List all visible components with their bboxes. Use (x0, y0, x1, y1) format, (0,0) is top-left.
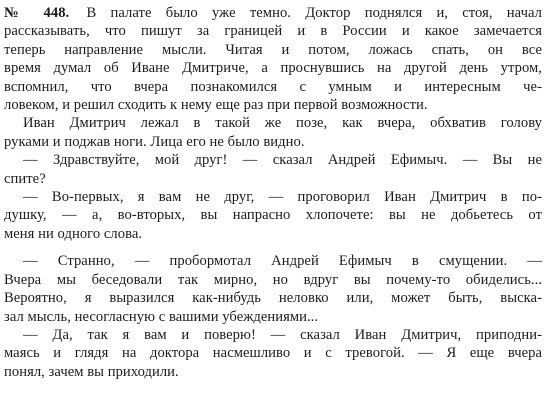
text-line: Иван Дмитрич лежал в такой же позе, как вчера, обхватив голову (23, 115, 542, 132)
text-line-content: В палате было уже темно. Доктор поднялся и, стоя, начал (86, 5, 542, 21)
text-line: — Здравствуйте, мой друг! — сказал Андрей Ефимыч. — Вы не (23, 152, 542, 169)
paragraph-5 (4, 252, 542, 326)
text-line: вспомнил, что вчера познакомился с умным и интересным че- (4, 78, 542, 95)
text-line: зал мысль, несогласную с вашими убеждениями... (4, 308, 319, 325)
text-line: — Во-первых, я вам не друг, — проговорил Иван Дмитрич в по- (23, 189, 542, 206)
paragraph-2 (4, 114, 542, 151)
text-line: рассказывать, что пишут за границей и в России и какое замечается (4, 23, 542, 40)
text-line: Вероятно, я выразился как-нибудь неловко или, может быть, выска- (4, 290, 542, 307)
text-line: маясь и глядя на доктора насмешливо и с тревогой. — Я еще вчера (4, 345, 542, 362)
paragraph-3 (4, 151, 542, 188)
text-line: понял, зачем вы приходили. (4, 363, 179, 380)
paragraph-1 (4, 4, 542, 114)
text-line: время думал об Иване Дмитриче, а проснувшись на другой день утром, (4, 60, 542, 77)
text-line: руками и поджав ноги. Лица его не было видно. (4, 133, 305, 150)
text-line: душку, — а, во-вторых, вы напрасно хлопочете: вы не добьетесь от (4, 207, 542, 224)
text-line: — Да, так я вам и поверю! — сказал Иван Дмитрич, приподни- (23, 326, 542, 343)
text-line (4, 4, 542, 22)
exercise-number: № 448. (4, 5, 70, 21)
paragraph-4 (4, 188, 542, 243)
text-line: спите? (4, 170, 46, 187)
text-line: ловеком, и решил сходить к нему еще раз при первой возможности. (4, 97, 428, 114)
paragraph-6 (4, 326, 542, 381)
text-line: меня ни одного слова. (4, 225, 143, 242)
textbook-page (4, 4, 542, 381)
text-line: теперь направление мысли. Читая и потом, ложась спать, он все (4, 41, 542, 58)
text-line: Вчера мы беседовали так мирно, но вдруг вы почему-то обиделись... (4, 271, 542, 288)
text-line: — Странно, — пробормотал Андрей Ефимыч в смущении. — (23, 253, 542, 270)
